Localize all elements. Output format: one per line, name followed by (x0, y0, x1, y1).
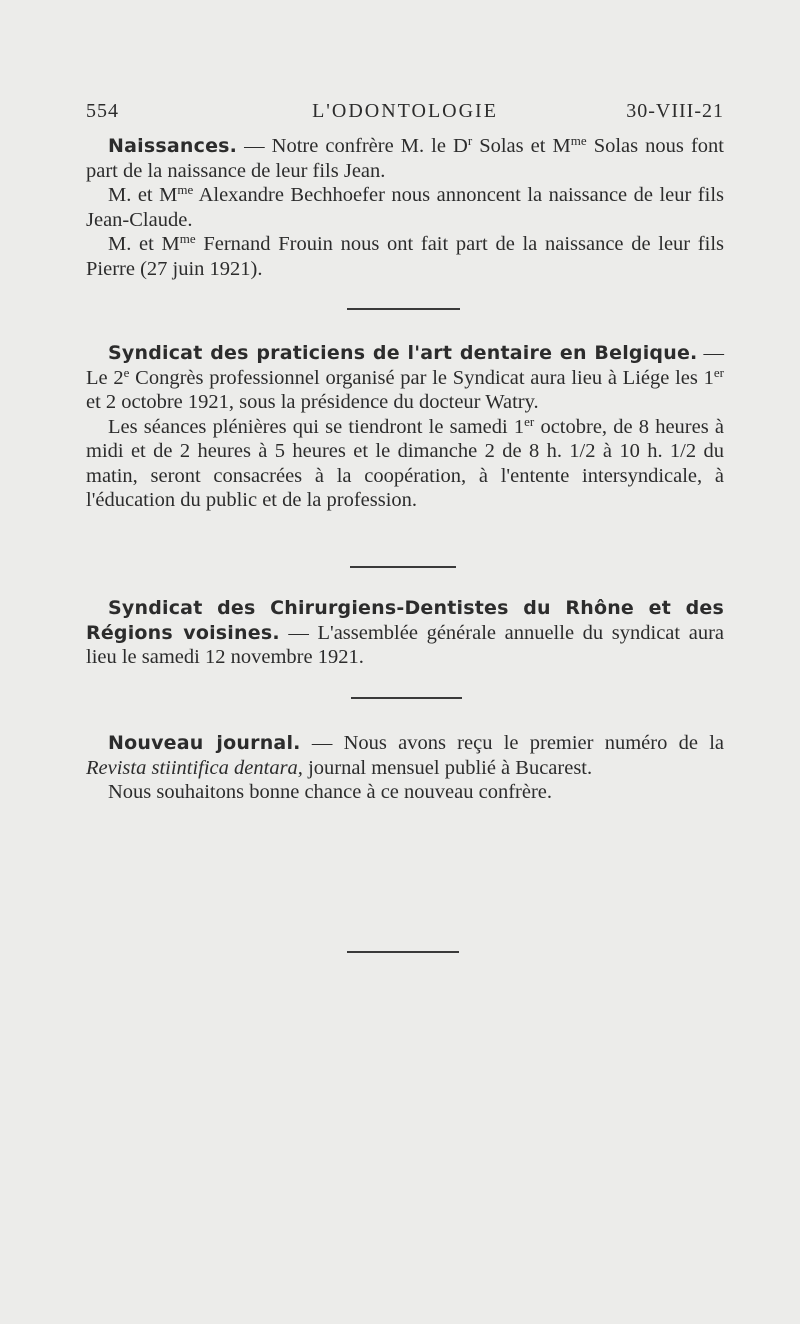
section-heading: Nouveau journal. (108, 732, 301, 754)
issue-date: 30-VIII-21 (626, 100, 724, 122)
journal-title: L'ODONTOLOGIE (312, 100, 498, 122)
section-heading: Naissances. (108, 135, 238, 157)
page-number: 554 (86, 100, 119, 122)
paragraph: Syndicat des praticiens de l'art dentaire en Belgique. — Le 2e Congrès professionnel organisé par le Syndicat aura lieu à Liége les 1er et 2 octobre 1921, sous la présidence du docteur Watry. (86, 342, 725, 413)
section-divider (351, 697, 462, 699)
journal-name: Revista stiintifica dentara, (86, 756, 303, 779)
section-heading: Syndicat des praticiens de l'art dentaire en Belgique. (108, 342, 698, 364)
paragraph: Nouveau journal. — Nous avons reçu le premier numéro de la Revista stiintifica dentara, journal mensuel publié à Bucarest. (86, 732, 724, 779)
paragraph: Les séances plénières qui se tiendront le samedi 1er octobre, de 8 heures à midi et de 2 heures à 5 heures et le dimanche 2 de 8 h. 1/2 à 10 h. 1/2 du matin, seront consacrées à la coopération, à l'entente intersyndicale, à l'éducation du public et de la profession. (86, 413, 725, 511)
section-syndicat-rhone (86, 596, 724, 670)
section-nouveau-journal (86, 731, 724, 805)
paragraph: Nous souhaitons bonne chance à ce nouveau confrère. (108, 781, 552, 803)
section-syndicat-belgique (86, 341, 724, 513)
section-divider (347, 308, 460, 310)
end-divider (347, 951, 459, 953)
paragraph: M. et $M^{me}$ Alexandre Bechhoefer nous annoncent la naissance de leur fils Jean-Claude. (86, 182, 724, 231)
section-divider (350, 566, 456, 568)
running-head (86, 100, 724, 128)
section-heading: Syndicat des Chirurgiens-Dentistes du Rhône et des Régions voisines. (86, 597, 724, 644)
paragraph: Naissances. — Notre confrère M. le $D^r$ Solas et $M^{me}$ Solas nous font part de la naissance de leur fils Jean. (86, 133, 724, 182)
section-naissances (86, 134, 724, 281)
paragraph: M. et $M^{me}$ Fernand Frouin nous ont fait part de la naissance de leur fils Pierre (27 juin 1921). (86, 231, 724, 280)
paragraph: Syndicat des Chirurgiens-Dentistes du Rhône et des Régions voisines. — L'assemblée générale annuelle du syndicat aura lieu le samedi 12 novembre 1921. (86, 597, 725, 668)
